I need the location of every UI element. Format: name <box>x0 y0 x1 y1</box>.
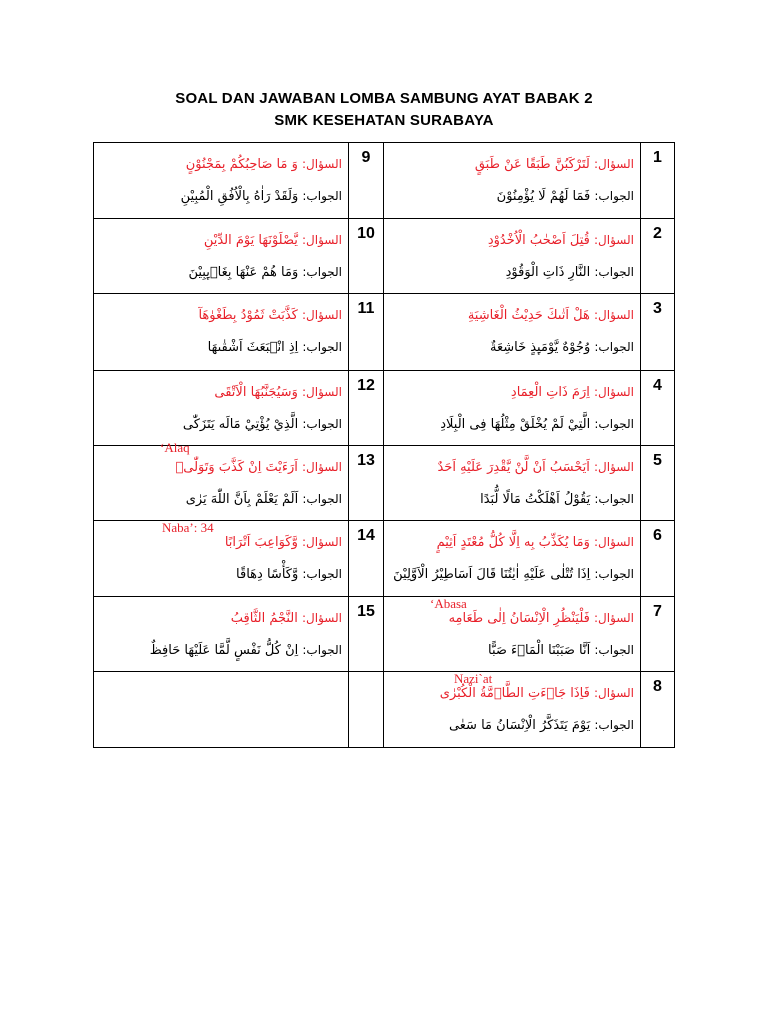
qa-row <box>94 219 675 294</box>
row-number: 10 <box>349 219 384 294</box>
question-line <box>100 149 342 181</box>
question-text: وَ مَا صَاحِبُكُمْ بِمَجْنُوْنٍ <box>185 157 298 172</box>
question-text: هَلْ اَتٰىكَ حَدِيْثُ الْغَاشِيَةِ <box>467 308 590 323</box>
question-line <box>100 225 342 257</box>
answer-text: اَلَمْ يَعْلَمْ بِاَنَّ اللّٰهَ يَرٰى <box>185 492 299 507</box>
question-line <box>390 452 634 484</box>
answer-label: الجواب: <box>594 567 634 581</box>
right-qa-cell <box>384 219 641 294</box>
answer-text: الَّتِيْ لَمْ يُخْلَقْ مِثْلُهَا فِى الْبِلَادِ <box>440 417 591 432</box>
question-line <box>390 603 634 635</box>
question-text: فَلْيَنْظُرِ الْاِنْسَانُ اِلٰى طَعَامِه <box>448 611 590 626</box>
answer-label: الجواب: <box>302 567 342 581</box>
qa-table <box>93 142 675 748</box>
question-label: السؤال: <box>594 233 634 247</box>
answer-text: اِنْ كُلُّ نَفْسٍ لَّمَّا عَلَيْهَا حَافِظٌ <box>149 643 299 658</box>
left-qa-cell <box>94 597 349 672</box>
question-text: لَتَرْكَبُنَّ طَبَقًا عَنْ طَبَقٍ <box>474 157 590 172</box>
answer-line <box>100 257 342 289</box>
answer-text: الَّذِيْ يُؤْتِيْ مَالَه يَتَزَكّٰى <box>182 417 299 432</box>
question-line <box>100 527 342 559</box>
answer-line <box>390 181 634 213</box>
question-line <box>100 377 342 409</box>
answer-label: الجواب: <box>594 189 634 203</box>
answer-line <box>100 635 342 667</box>
question-label: السؤال: <box>302 233 342 247</box>
answer-line <box>100 181 342 213</box>
row-number <box>349 672 384 748</box>
right-qa-cell <box>384 294 641 371</box>
question-line <box>390 300 634 332</box>
answer-text: وَلَقَدْ رَاٰهُ بِالْاُفُقِ الْمُبِيْنِ <box>180 189 299 204</box>
question-label: السؤال: <box>302 535 342 549</box>
question-text: يَّصْلَوْنَهَا يَوْمَ الدِّيْنِ <box>203 233 298 248</box>
answer-line <box>390 710 634 742</box>
answer-text: اِذَا تُتْلٰى عَلَيْهِ اٰيٰتُنَا قَالَ اَسَاطِيْرُ الْاَوَّلِيْنَ <box>393 567 591 582</box>
answer-line <box>100 332 342 364</box>
answer-line <box>390 409 634 441</box>
row-number: 12 <box>349 371 384 446</box>
question-text: اَيَحْسَبُ اَنْ لَّنْ يَّقْدِرَ عَلَيْهِ اَحَدٌ <box>437 460 590 475</box>
question-label: السؤال: <box>302 157 342 171</box>
answer-label: الجواب: <box>302 189 342 203</box>
row-number: 3 <box>641 294 675 371</box>
document-title: SOAL DAN JAWABAN LOMBA SAMBUNG AYAT BABAK 2 <box>175 90 593 107</box>
row-number: 13 <box>349 446 384 521</box>
left-qa-cell <box>94 143 349 219</box>
answer-label: الجواب: <box>594 417 634 431</box>
row-number: 4 <box>641 371 675 446</box>
row-number: 2 <box>641 219 675 294</box>
answer-text: فَمَا لَهُمْ لَا يُؤْمِنُوْنَ <box>496 189 591 204</box>
question-line <box>100 452 342 484</box>
answer-label: الجواب: <box>594 492 634 506</box>
qa-row <box>94 446 675 521</box>
question-line <box>390 149 634 181</box>
question-label: السؤال: <box>302 460 342 474</box>
question-label: السؤال: <box>302 308 342 322</box>
answer-label: الجواب: <box>302 643 342 657</box>
surah-note: Nazi`at <box>454 671 493 686</box>
row-number: 1 <box>641 143 675 219</box>
question-line <box>100 300 342 332</box>
left-qa-cell <box>94 521 349 597</box>
left-qa-cell <box>94 294 349 371</box>
row-number: 15 <box>349 597 384 672</box>
answer-line <box>390 257 634 289</box>
answer-text: اَنَّا صَبَبْنَا الْمَاۤءَ صَبًّا <box>488 643 591 658</box>
answer-text: يَقُوْلُ اَهْلَكْتُ مَالًا لُّبَدًا <box>480 492 591 507</box>
answer-label: الجواب: <box>594 643 634 657</box>
answer-label: الجواب: <box>302 417 342 431</box>
right-qa-cell <box>384 521 641 597</box>
question-label: السؤال: <box>594 535 634 549</box>
qa-row <box>94 371 675 446</box>
document-subtitle: SMK KESEHATAN SURABAYA <box>274 112 494 129</box>
answer-label: الجواب: <box>302 492 342 506</box>
left-qa-cell <box>94 672 349 748</box>
question-label: السؤال: <box>594 611 634 625</box>
answer-text: وُجُوْهٌ يَّوْمَىِٕذٍ خَاشِعَةٌ <box>489 340 591 355</box>
answer-line <box>100 409 342 441</box>
question-line <box>100 603 342 635</box>
qa-row <box>94 294 675 371</box>
answer-text: وَمَا هُمْ عَنْهَا بِغَاۤىِٕبِيْنَ <box>188 265 299 280</box>
question-line <box>390 377 634 409</box>
answer-text: النَّارِ ذَاتِ الْوَقُوْدِ <box>505 265 591 280</box>
question-text: وَمَا يُكَذِّبُ بِه اِلَّا كُلُّ مُعْتَدٍ اَثِيْمٍ <box>436 535 590 550</box>
surah-note: ‘Alaq <box>160 440 190 455</box>
question-text: وَّكَوَاعِبَ اَتْرَابًا <box>224 535 298 550</box>
answer-line <box>390 559 634 591</box>
answer-label: الجواب: <box>594 718 634 732</box>
answer-line <box>100 484 342 516</box>
left-qa-cell <box>94 219 349 294</box>
right-qa-cell <box>384 446 641 521</box>
qa-row <box>94 672 675 748</box>
right-qa-cell <box>384 597 641 672</box>
question-text: النَّجْمُ الثَّاقِبُ <box>230 611 298 626</box>
question-text: وَسَيُجَنَّبُهَا الْاَتْقَى <box>214 385 298 400</box>
answer-text: يَوْمَ يَتَذَكَّرُ الْاِنْسَانُ مَا سَعٰى <box>448 718 591 733</box>
question-text: اِرَمَ ذَاتِ الْعِمَادِ <box>510 385 590 400</box>
row-number: 14 <box>349 521 384 597</box>
answer-text: وَّكَأْسًا دِهَاقًا <box>236 567 299 582</box>
question-label: السؤال: <box>302 611 342 625</box>
answer-line <box>390 484 634 516</box>
question-line <box>390 225 634 257</box>
answer-label: الجواب: <box>302 340 342 354</box>
surah-note: ‘Abasa <box>430 596 467 611</box>
question-text: كَذَّبَتْ ثَمُوْدُ بِطَغْوٰهَآ <box>198 308 298 323</box>
question-text: فَاِذَا جَاۤءَتِ الطَّاۤمَّةُ الْكُبْرٰى <box>439 686 590 701</box>
answer-label: الجواب: <box>594 340 634 354</box>
row-number: 6 <box>641 521 675 597</box>
question-text: قُتِلَ اَصْحٰبُ الْاُخْدُوْدِ <box>487 233 590 248</box>
right-qa-cell <box>384 143 641 219</box>
surah-note: Naba’: 34 <box>162 520 214 535</box>
qa-row <box>94 597 675 672</box>
answer-line <box>100 559 342 591</box>
answer-label: الجواب: <box>594 265 634 279</box>
row-number: 7 <box>641 597 675 672</box>
answer-text: اِذِ انْۢبَعَثَ اَشْقٰىهَا <box>207 340 299 355</box>
row-number: 8 <box>641 672 675 748</box>
row-number: 11 <box>349 294 384 371</box>
answer-line <box>390 635 634 667</box>
question-label: السؤال: <box>594 460 634 474</box>
left-qa-cell <box>94 440 349 521</box>
answer-label: الجواب: <box>302 265 342 279</box>
qa-row <box>94 521 675 597</box>
question-line <box>390 678 634 710</box>
answer-line <box>390 332 634 364</box>
question-label: السؤال: <box>594 157 634 171</box>
qa-row <box>94 143 675 219</box>
question-text: اَرَءَيْتَ اِنْ كَذَّبَ وَتَوَلّٰىۗ <box>175 460 298 475</box>
right-qa-cell <box>384 672 641 748</box>
question-label: السؤال: <box>302 385 342 399</box>
question-label: السؤال: <box>594 308 634 322</box>
question-label: السؤال: <box>594 385 634 399</box>
question-line <box>390 527 634 559</box>
row-number: 9 <box>349 143 384 219</box>
right-qa-cell <box>384 371 641 446</box>
question-label: السؤال: <box>594 686 634 700</box>
left-qa-cell <box>94 371 349 446</box>
row-number: 5 <box>641 446 675 521</box>
